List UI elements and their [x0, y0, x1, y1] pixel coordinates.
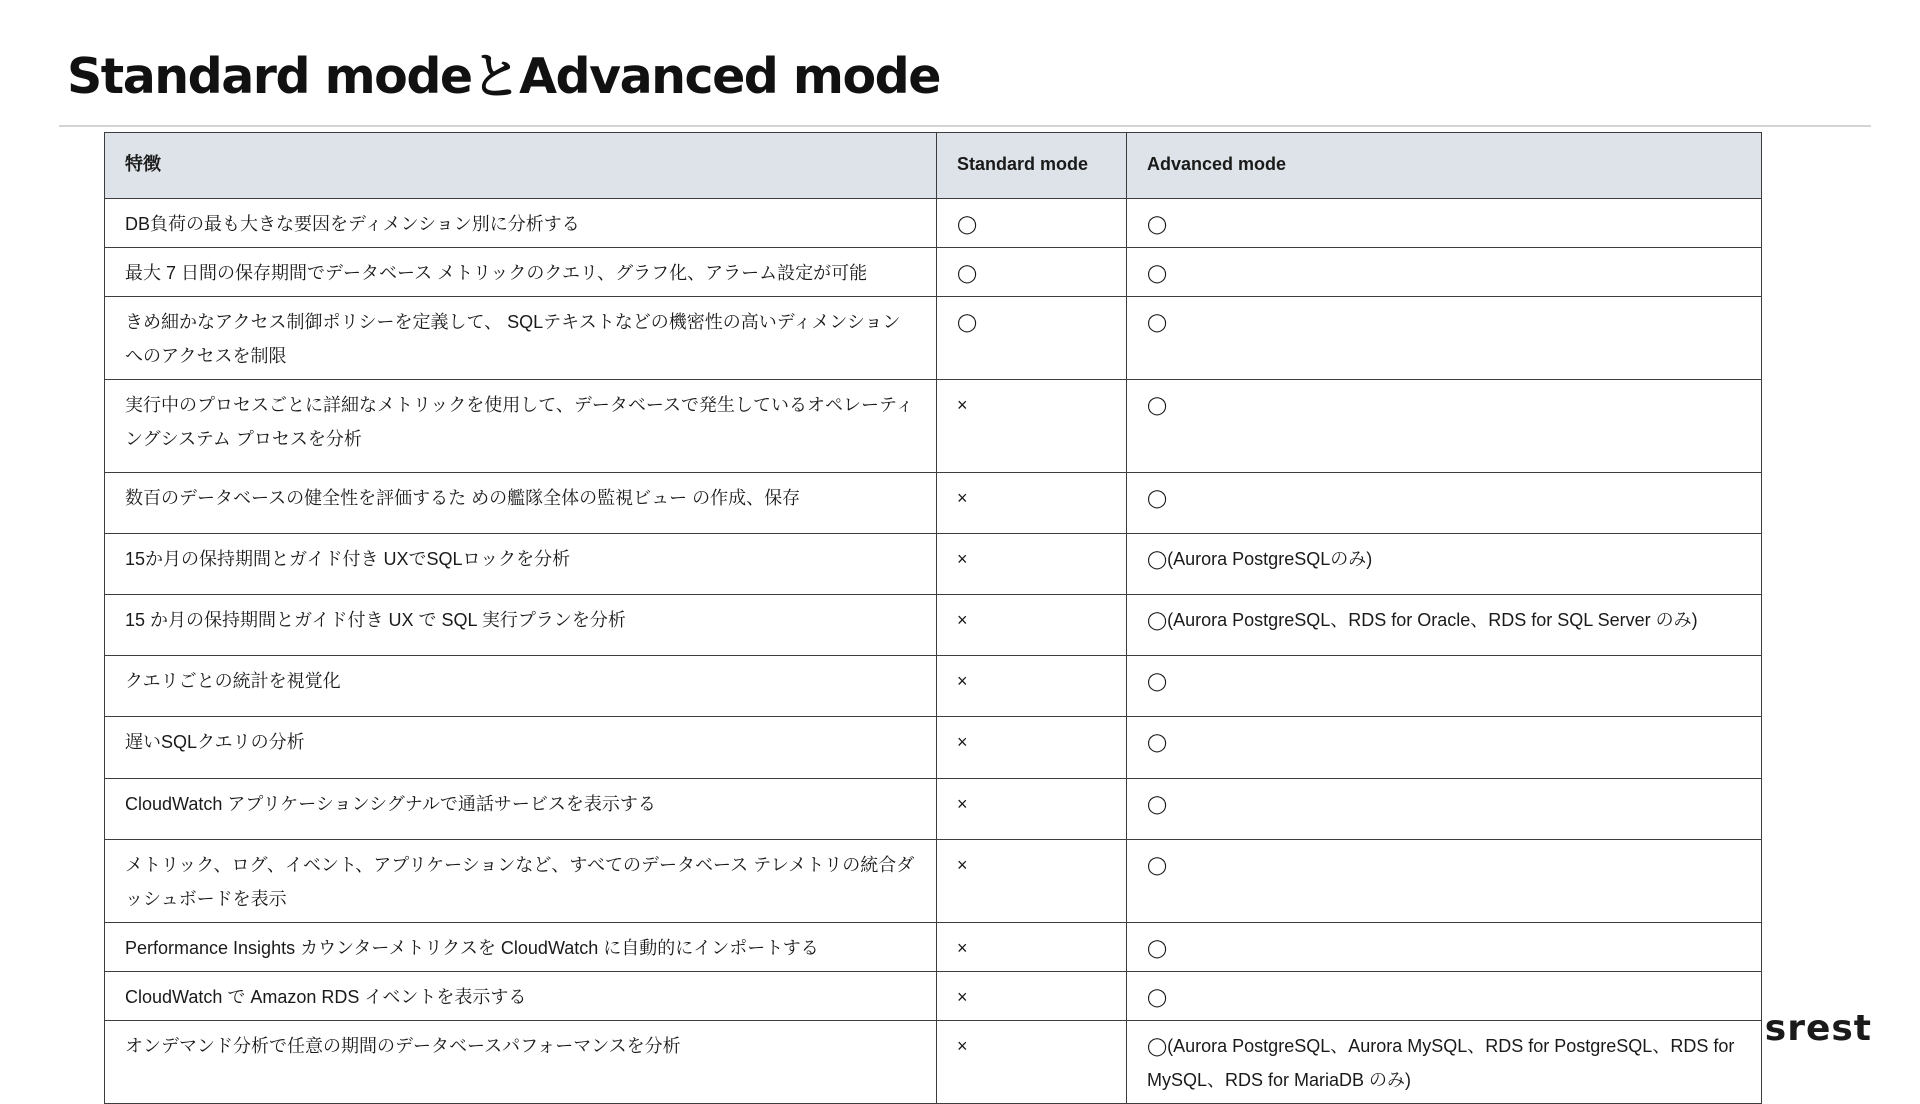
standard-cell: ◯	[937, 248, 1127, 297]
feature-cell: メトリック、ログ、イベント、アプリケーションなど、すべてのデータベース テレメトリの統合ダッシュボードを表示	[105, 840, 937, 923]
standard-cell: ×	[937, 840, 1127, 923]
standard-cell: ×	[937, 473, 1127, 534]
table-row	[105, 923, 1762, 972]
standard-cell: ×	[937, 534, 1127, 595]
slide-title: Standard modeとAdvanced mode	[67, 48, 940, 105]
advanced-cell: ◯	[1127, 380, 1762, 473]
feature-cell: クエリごとの統計を視覚化	[105, 656, 937, 717]
feature-cell: CloudWatch で Amazon RDS イベントを表示する	[105, 972, 937, 1021]
standard-cell: ×	[937, 656, 1127, 717]
table-row	[105, 534, 1762, 595]
feature-cell: 15か月の保持期間とガイド付き UXでSQLロックを分析	[105, 534, 937, 595]
table-row	[105, 380, 1762, 473]
standard-cell: ◯	[937, 297, 1127, 380]
standard-cell: ◯	[937, 199, 1127, 248]
header-advanced-mode: Advanced mode	[1127, 133, 1762, 199]
feature-cell: Performance Insights カウンターメトリクスを CloudWatch に自動的にインポートする	[105, 923, 937, 972]
table-row	[105, 779, 1762, 840]
feature-cell: CloudWatch アプリケーションシグナルで通話サービスを表示する	[105, 779, 937, 840]
advanced-cell: ◯	[1127, 779, 1762, 840]
feature-cell: 実行中のプロセスごとに詳細なメトリックを使用して、データベースで発生しているオペレーティングシステム プロセスを分析	[105, 380, 937, 473]
standard-cell: ×	[937, 1021, 1127, 1104]
title-divider	[59, 125, 1871, 127]
standard-cell: ×	[937, 972, 1127, 1021]
table-row	[105, 199, 1762, 248]
feature-cell: きめ細かなアクセス制御ポリシーを定義して、 SQLテキストなどの機密性の高いディメンションへのアクセスを制限	[105, 297, 937, 380]
table-row	[105, 840, 1762, 923]
comparison-table	[104, 132, 1762, 1104]
advanced-cell: ◯	[1127, 840, 1762, 923]
feature-cell: 遅いSQLクエリの分析	[105, 717, 937, 779]
standard-cell: ×	[937, 380, 1127, 473]
feature-cell: 数百のデータベースの健全性を評価するた めの艦隊全体の監視ビュー の作成、保存	[105, 473, 937, 534]
table-row	[105, 717, 1762, 779]
standard-cell: ×	[937, 779, 1127, 840]
table-row	[105, 297, 1762, 380]
standard-cell: ×	[937, 923, 1127, 972]
advanced-cell: ◯(Aurora PostgreSQL、Aurora MySQL、RDS for PostgreSQL、RDS for MySQL、RDS for MariaDB のみ)	[1127, 1021, 1762, 1104]
table-row	[105, 473, 1762, 534]
header-standard-mode: Standard mode	[937, 133, 1127, 199]
advanced-cell: ◯	[1127, 972, 1762, 1021]
table-row	[105, 595, 1762, 656]
table-row	[105, 656, 1762, 717]
table-header-row	[105, 133, 1762, 199]
advanced-cell: ◯(Aurora PostgreSQLのみ)	[1127, 534, 1762, 595]
advanced-cell: ◯(Aurora PostgreSQL、RDS for Oracle、RDS for SQL Server のみ)	[1127, 595, 1762, 656]
feature-cell: 最大 7 日間の保存期間でデータベース メトリックのクエリ、グラフ化、アラーム設定が可能	[105, 248, 937, 297]
advanced-cell: ◯	[1127, 199, 1762, 248]
advanced-cell: ◯	[1127, 923, 1762, 972]
advanced-cell: ◯	[1127, 656, 1762, 717]
advanced-cell: ◯	[1127, 717, 1762, 779]
feature-cell: オンデマンド分析で任意の期間のデータベースパフォーマンスを分析	[105, 1021, 937, 1104]
feature-cell: 15 か月の保持期間とガイド付き UX で SQL 実行プランを分析	[105, 595, 937, 656]
advanced-cell: ◯	[1127, 248, 1762, 297]
table-row	[105, 972, 1762, 1021]
feature-cell: DB負荷の最も大きな要因をディメンション別に分析する	[105, 199, 937, 248]
brand-logo: srest	[1764, 1008, 1872, 1049]
advanced-cell: ◯	[1127, 473, 1762, 534]
table-row	[105, 1021, 1762, 1104]
table-row	[105, 248, 1762, 297]
header-feature: 特徴	[105, 133, 937, 199]
advanced-cell: ◯	[1127, 297, 1762, 380]
standard-cell: ×	[937, 717, 1127, 779]
standard-cell: ×	[937, 595, 1127, 656]
